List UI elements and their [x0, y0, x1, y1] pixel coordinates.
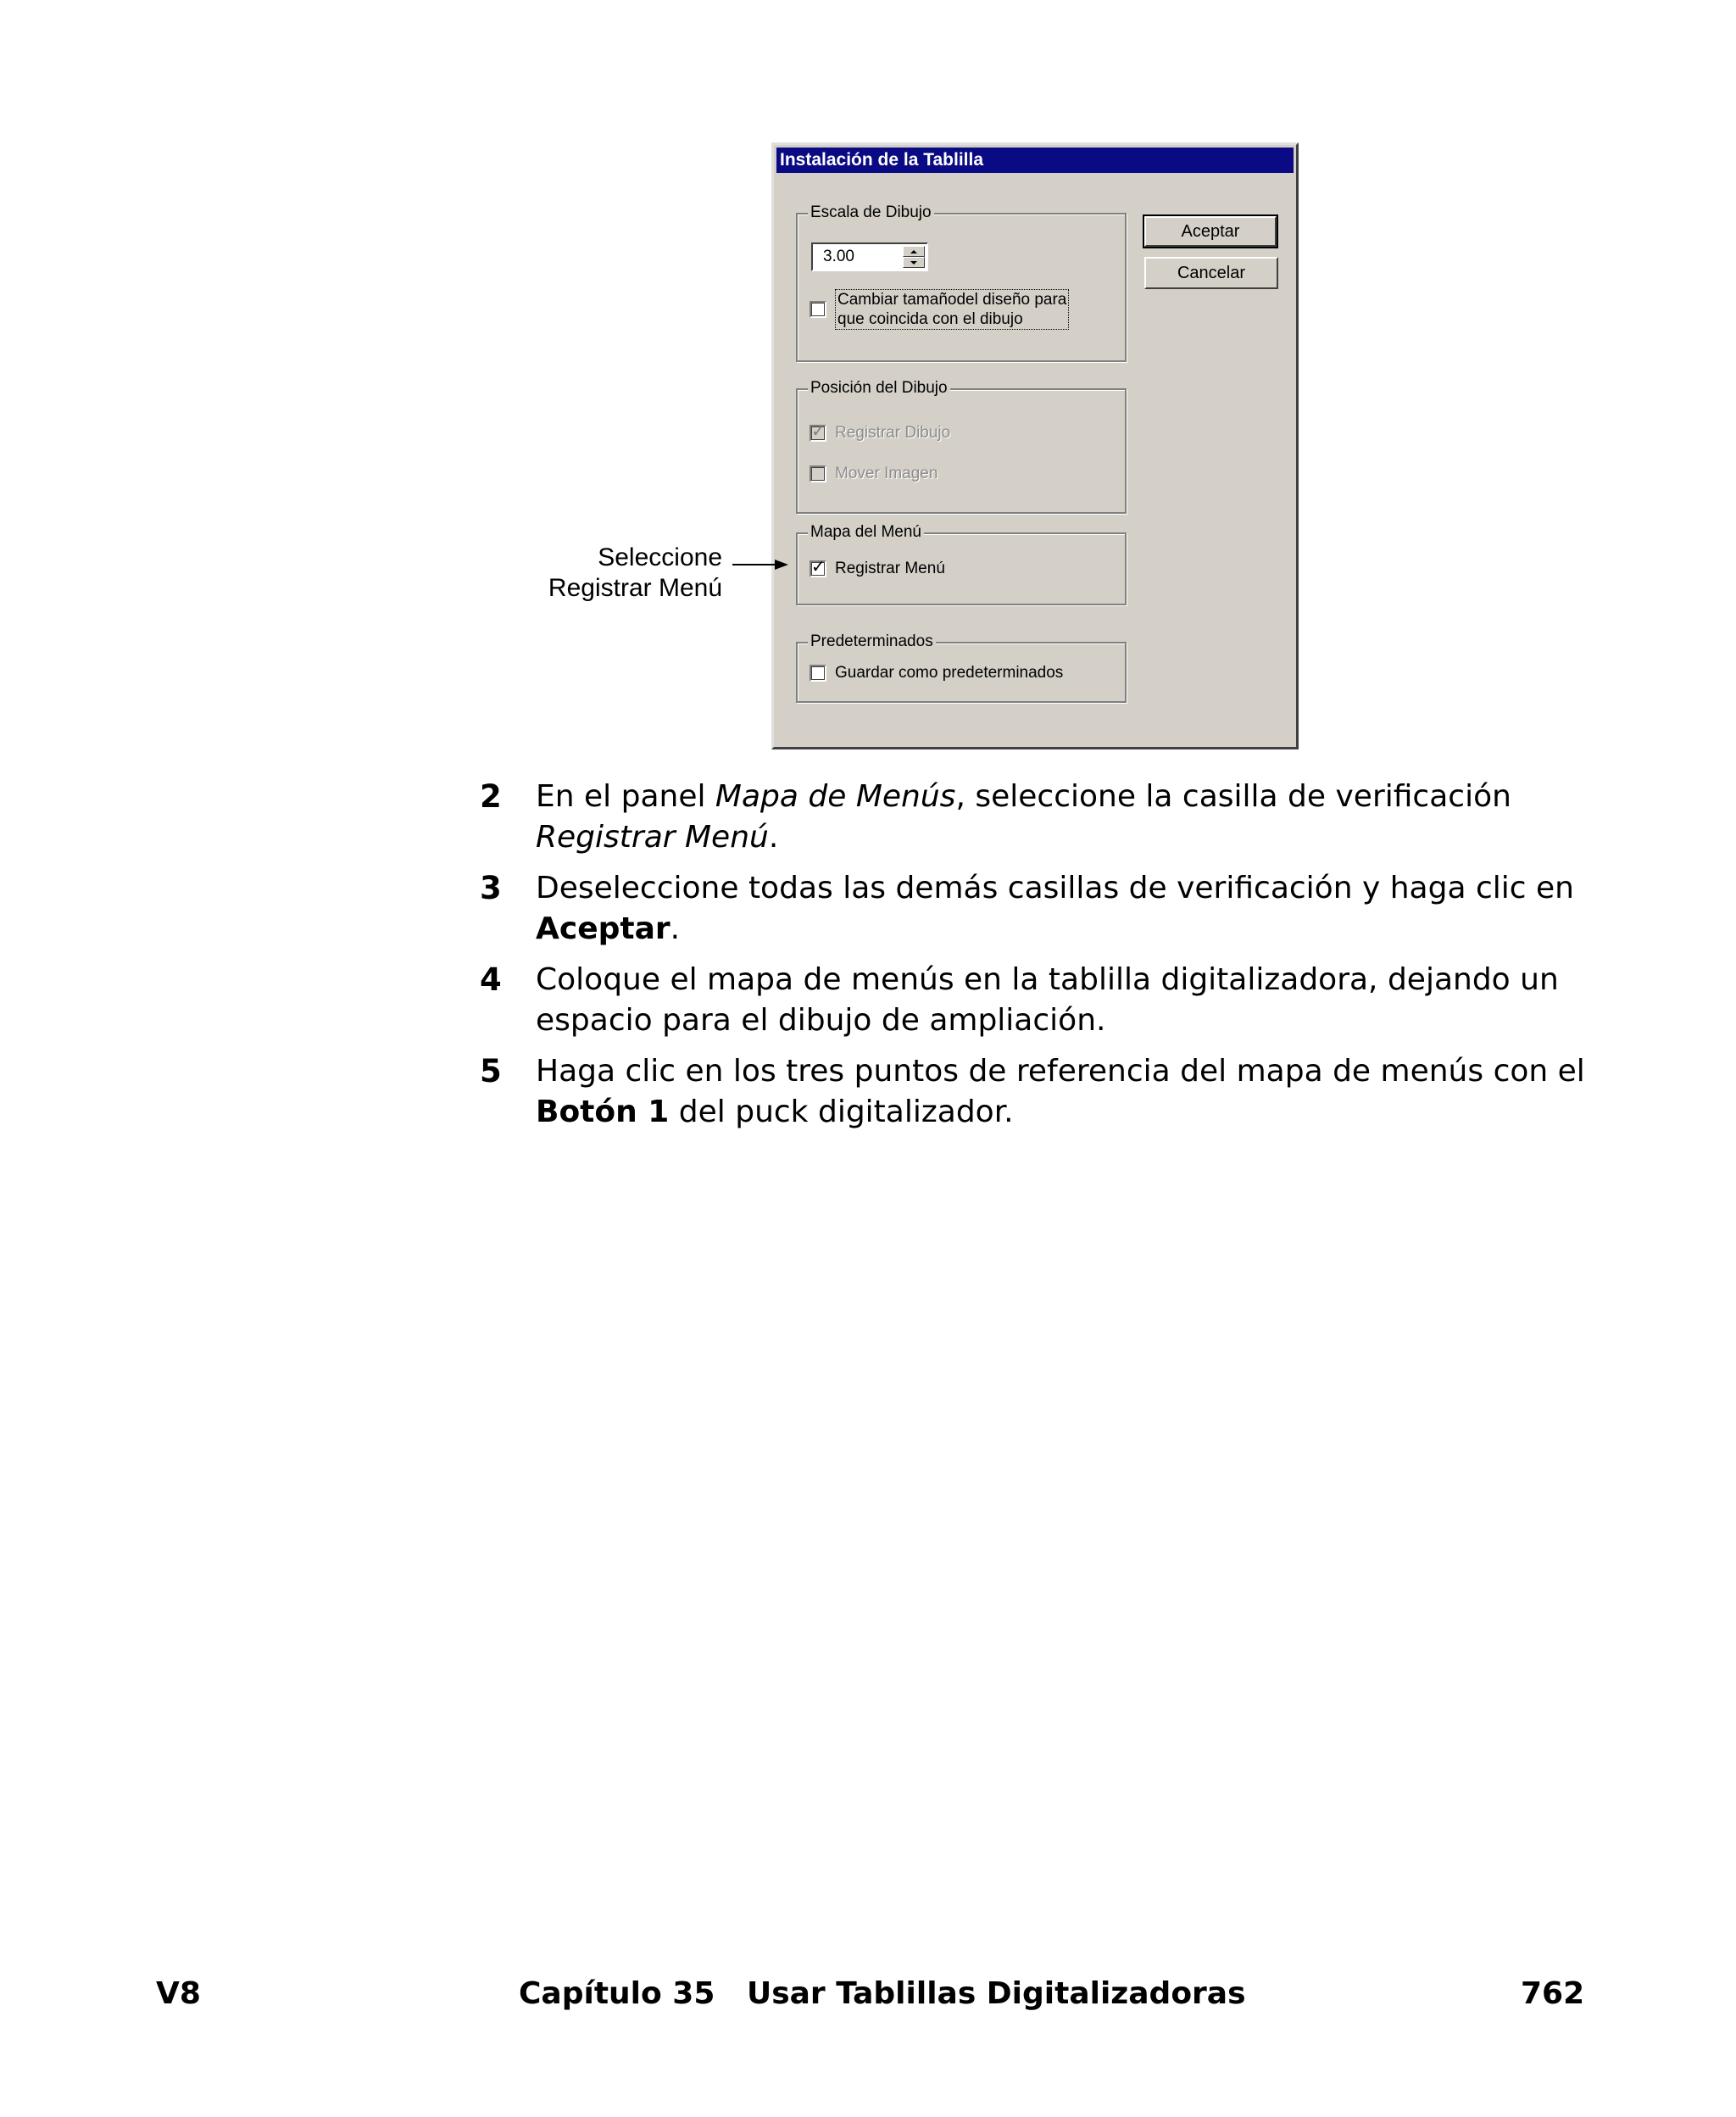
step-text: .: [768, 820, 779, 855]
save-defaults-label: Guardar como predeterminados: [835, 664, 1064, 682]
defaults-label: Predeterminados: [808, 632, 936, 651]
resize-design-option[interactable]: [810, 289, 1069, 330]
defaults-group: [796, 632, 1127, 703]
drawing-scale-label: Escala de Dibujo: [808, 203, 934, 222]
step-number: 4: [480, 961, 502, 998]
drawing-position-group: [796, 379, 1127, 514]
step-emphasis: Mapa de Menús: [715, 779, 956, 814]
callout-arrow-line: [732, 564, 775, 565]
footer-chapter: Capítulo 35 Usar Tablillas Digitalizadoras: [519, 1976, 1246, 2011]
drawing-scale-group: [796, 203, 1127, 362]
save-defaults-checkbox[interactable]: [810, 665, 826, 682]
step-text: del puck digitalizador.: [669, 1095, 1014, 1129]
step-5: [480, 1051, 1607, 1133]
register-menu-checkbox[interactable]: [810, 560, 826, 577]
spin-down-button[interactable]: [903, 257, 925, 268]
register-menu-option[interactable]: [810, 560, 945, 578]
scale-spinner[interactable]: [811, 242, 928, 271]
step-text: Deseleccione todas las demás casillas de verificación y haga clic en: [536, 871, 1574, 905]
step-2: [480, 777, 1607, 858]
up-arrow-icon: [910, 250, 917, 253]
callout-arrow-icon: [775, 560, 788, 570]
step-3: [480, 868, 1607, 950]
step-number: 3: [480, 870, 502, 906]
register-drawing-checkbox[interactable]: [810, 422, 826, 442]
dialog-title: Instalación de la Tablilla: [776, 148, 1294, 173]
register-drawing-label: Registrar Dibujo: [835, 424, 951, 442]
spin-up-button[interactable]: [903, 246, 925, 257]
save-defaults-option[interactable]: [810, 664, 1063, 682]
footer-page-number: 762: [1521, 1976, 1585, 2011]
register-drawing-option[interactable]: [810, 424, 950, 443]
callout-text: [509, 543, 722, 604]
step-text: Haga clic en los tres puntos de referencia del mapa de menús con el: [536, 1054, 1585, 1089]
step-strong: Botón 1: [536, 1095, 670, 1129]
callout-line1: Seleccione: [598, 543, 722, 571]
step-number: 5: [480, 1053, 502, 1089]
step-text: .: [670, 911, 681, 946]
instruction-steps: [480, 777, 1607, 1143]
scale-value[interactable]: 3.00: [823, 248, 854, 265]
check-icon: ✓: [811, 422, 826, 441]
cancel-button[interactable]: Cancelar: [1144, 257, 1278, 289]
resize-label-line2: que coincida con el dibujo: [837, 310, 1023, 328]
resize-label-line1: Cambiar tamañodel diseño para: [837, 291, 1067, 309]
step-text: En el panel: [536, 779, 715, 814]
drawing-position-label: Posición del Dibujo: [808, 379, 950, 398]
check-icon: ✓: [811, 558, 826, 577]
move-image-option[interactable]: [810, 465, 938, 483]
footer-version: V8: [156, 1976, 201, 2011]
step-4: [480, 960, 1607, 1041]
resize-design-label: [835, 289, 1069, 330]
down-arrow-icon: [910, 261, 917, 265]
resize-design-checkbox[interactable]: [810, 301, 826, 318]
step-strong: Aceptar: [536, 911, 670, 946]
move-image-label: Mover Imagen: [835, 465, 938, 482]
callout-line2: Registrar Menú: [548, 574, 722, 602]
tablet-setup-dialog: [771, 142, 1299, 749]
step-number: 2: [480, 778, 502, 815]
accept-button[interactable]: Aceptar: [1144, 216, 1277, 247]
move-image-checkbox[interactable]: [810, 465, 826, 482]
menu-map-label: Mapa del Menú: [808, 523, 924, 542]
register-menu-label: Registrar Menú: [835, 560, 945, 577]
step-text: Coloque el mapa de menús en la tablilla digitalizadora, dejando un espacio para el dibujo de ampliación.: [536, 962, 1559, 1038]
menu-map-group: [796, 523, 1127, 605]
step-text: , seleccione la casilla de verificación: [955, 779, 1511, 814]
step-emphasis: Registrar Menú: [536, 820, 769, 855]
